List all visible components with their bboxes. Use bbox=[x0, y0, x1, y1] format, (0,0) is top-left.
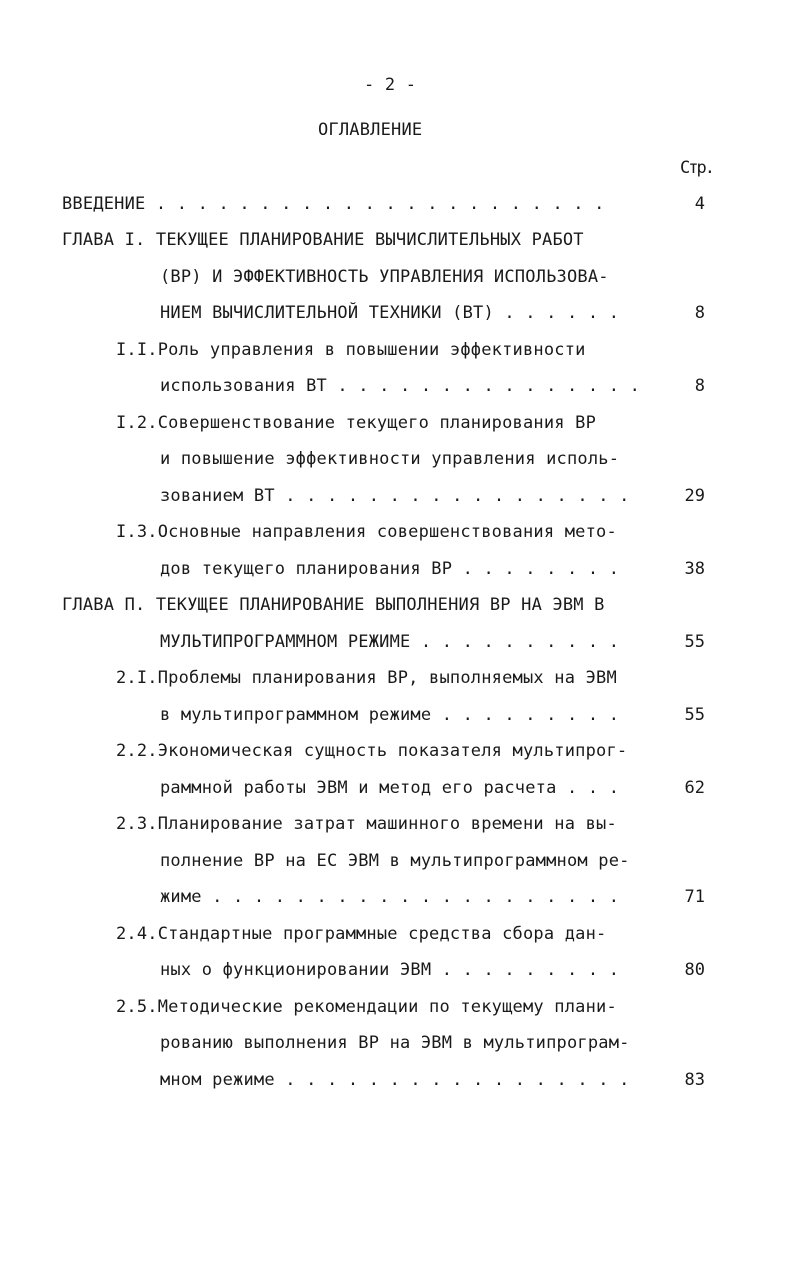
toc-section-1-3-line-2: дов текущего планирования ВР . . . . . . . . bbox=[160, 559, 620, 579]
toc-chapter-1-line-3: НИЕМ ВЫЧИСЛИТЕЛЬНОЙ ТЕХНИКИ (ВТ) . . . . . . bbox=[160, 303, 620, 323]
toc-section-2-3-line-1: 2.3.Планирование затрат машинного времени на вы- bbox=[116, 814, 617, 834]
toc-section-1-2-line-1: I.2.Совершенствование текущего планирования ВР bbox=[116, 413, 597, 433]
toc-section-2-3-line-2: полнение ВР на ЕС ЭВМ в мультипрограммном ре- bbox=[160, 851, 630, 871]
toc-title: ОГЛАВЛЕНИЕ bbox=[318, 120, 423, 140]
toc-section-2-4-page: 80 bbox=[684, 960, 705, 980]
toc-section-1-3-page: 38 bbox=[684, 559, 705, 579]
toc-chapter-2-page: 55 bbox=[684, 632, 705, 652]
toc-section-2-4-line-1: 2.4.Стандартные программные средства сбора дан- bbox=[116, 924, 607, 944]
toc-chapter-1-page: 8 bbox=[694, 303, 705, 323]
toc-chapter-2-line-1: ГЛАВА П. ТЕКУЩЕЕ ПЛАНИРОВАНИЕ ВЫПОЛНЕНИЯ ВР НА ЭВМ В bbox=[62, 595, 605, 615]
toc-section-1-3-line-1: I.3.Основные направления совершенствования мето- bbox=[116, 522, 617, 542]
toc-section-1-2-page: 29 bbox=[684, 486, 705, 506]
toc-section-1-1-line-1: I.I.Роль управления в повышении эффективности bbox=[116, 340, 586, 360]
toc-section-2-5-line-3: мном режиме . . . . . . . . . . . . . . . . . bbox=[160, 1070, 630, 1090]
toc-section-2-3-line-3: жиме . . . . . . . . . . . . . . . . . . . . bbox=[160, 887, 620, 907]
toc-entry-intro-page: 4 bbox=[694, 194, 705, 214]
toc-section-2-2-page: 62 bbox=[684, 778, 705, 798]
toc-chapter-1-line-1: ГЛАВА I. ТЕКУЩЕЕ ПЛАНИРОВАНИЕ ВЫЧИСЛИТЕЛЬНЫХ РАБОТ bbox=[62, 230, 584, 250]
toc-section-2-1-page: 55 bbox=[684, 705, 705, 725]
toc-section-1-2-line-3: зованием ВТ . . . . . . . . . . . . . . . . . bbox=[160, 486, 630, 506]
toc-section-2-3-page: 71 bbox=[684, 887, 705, 907]
toc-chapter-1-line-2: (ВР) И ЭФФЕКТИВНОСТЬ УПРАВЛЕНИЯ ИСПОЛЬЗОВА- bbox=[160, 267, 609, 287]
toc-section-2-2-line-2: раммной работы ЭВМ и метод его расчета . . . bbox=[160, 778, 620, 798]
page-number: - 2 - bbox=[364, 75, 417, 95]
toc-section-1-2-line-2: и повышение эффективности управления исполь- bbox=[160, 449, 620, 469]
toc-section-2-5-line-2: рованию выполнения ВР на ЭВМ в мультипрограм- bbox=[160, 1033, 630, 1053]
toc-section-1-1-page: 8 bbox=[694, 376, 705, 396]
toc-section-2-1-line-1: 2.I.Проблемы планирования ВР, выполняемых на ЭВМ bbox=[116, 668, 617, 688]
toc-section-2-2-line-1: 2.2.Экономическая сущность показателя мультипрог- bbox=[116, 741, 628, 761]
toc-entry-intro-line-1: ВВЕДЕНИЕ . . . . . . . . . . . . . . . . . . . . . . bbox=[62, 194, 605, 214]
toc-section-2-5-page: 83 bbox=[684, 1070, 705, 1090]
toc-section-2-5-line-1: 2.5.Методические рекомендации по текущему плани- bbox=[116, 997, 617, 1017]
toc-section-2-1-line-2: в мультипрограммном режиме . . . . . . . . . bbox=[160, 705, 620, 725]
toc-section-1-1-line-2: использования ВТ . . . . . . . . . . . . . . . bbox=[160, 376, 641, 396]
page-column-header: Стр. bbox=[680, 158, 713, 178]
toc-chapter-2-line-2: МУЛЬТИПРОГРАММНОМ РЕЖИМЕ . . . . . . . . . . bbox=[160, 632, 620, 652]
toc-section-2-4-line-2: ных о функционировании ЭВМ . . . . . . . . . bbox=[160, 960, 620, 980]
